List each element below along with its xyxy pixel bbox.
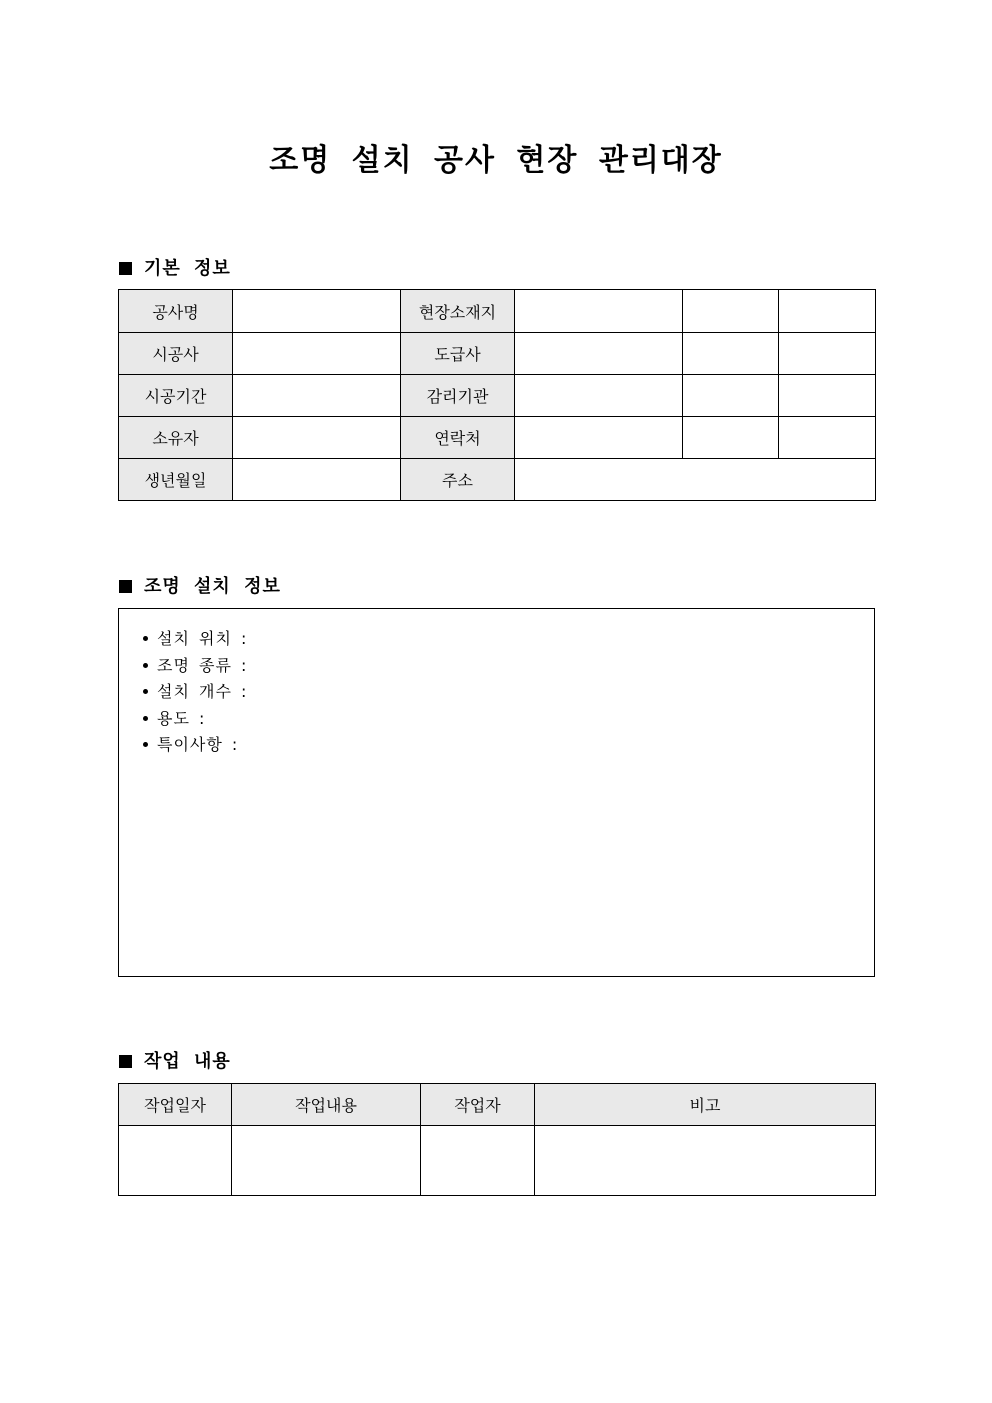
bullet-icon [143,716,148,721]
owner-label: 소유자 [119,417,233,459]
list-item [143,706,874,733]
bullet-icon [143,636,148,641]
table-header-row [119,1084,876,1126]
construction-period-label: 시공기간 [119,375,233,417]
list-item [143,626,874,653]
worker-header: 작업자 [421,1084,535,1126]
supervisor-extra-field-2[interactable] [779,375,876,417]
work-date-cell[interactable] [119,1126,232,1196]
subcontractor-extra-field-2[interactable] [779,333,876,375]
section-heading-basic-label: 기본 정보 [144,258,231,279]
site-location-label: 현장소재지 [401,290,515,333]
contact-extra-field-2[interactable] [779,417,876,459]
subcontractor-label: 도급사 [401,333,515,375]
contractor-field[interactable] [233,333,401,375]
page-title: 조명 설치 공사 현장 관리대장 [269,143,723,178]
bullet-icon [143,689,148,694]
supervisor-field[interactable] [515,375,683,417]
work-content-header: 작업내용 [232,1084,421,1126]
install-info-box[interactable] [118,608,875,977]
section-heading-work-label: 작업 내용 [144,1051,231,1072]
subcontractor-extra-field-1[interactable] [683,333,779,375]
table-row [119,290,876,333]
table-row [119,1126,876,1196]
subcontractor-field[interactable] [515,333,683,375]
site-location-extra-field-2[interactable] [779,290,876,333]
site-location-field[interactable] [515,290,683,333]
section-heading-install-label: 조명 설치 정보 [144,576,281,597]
table-row [119,459,876,501]
square-bullet-icon [119,580,132,593]
list-item [143,679,874,706]
contractor-label: 시공사 [119,333,233,375]
purpose-label: 용도 : [157,708,206,728]
install-location-label: 설치 위치 : [157,629,248,648]
install-info-list [119,609,874,759]
bullet-icon [143,742,148,747]
table-row [119,333,876,375]
remarks-header: 비고 [535,1084,876,1126]
worker-cell[interactable] [421,1126,535,1196]
section-heading-basic [119,254,231,280]
table-row [119,375,876,417]
address-label: 주소 [401,459,515,501]
birth-date-field[interactable] [233,459,401,501]
supervisor-extra-field-1[interactable] [683,375,779,417]
contact-field[interactable] [515,417,683,459]
supervisor-label: 감리기관 [401,375,515,417]
install-count-label: 설치 개수 : [157,682,248,701]
basic-info-table [118,289,876,501]
section-heading-install [119,572,281,598]
list-item [143,732,874,759]
list-item [143,653,874,680]
construction-period-field[interactable] [233,375,401,417]
special-notes-label: 특이사항 : [157,735,239,754]
square-bullet-icon [119,1055,132,1068]
remarks-cell[interactable] [535,1126,876,1196]
site-location-extra-field-1[interactable] [683,290,779,333]
bullet-icon [143,663,148,668]
contact-extra-field-1[interactable] [683,417,779,459]
work-content-cell[interactable] [232,1126,421,1196]
birth-date-label: 생년월일 [119,459,233,501]
work-date-header: 작업일자 [119,1084,232,1126]
project-name-field[interactable] [233,290,401,333]
square-bullet-icon [119,262,132,275]
project-name-label: 공사명 [119,290,233,333]
owner-field[interactable] [233,417,401,459]
section-heading-work [119,1047,231,1073]
light-type-label: 조명 종류 : [157,655,248,675]
table-row [119,417,876,459]
address-field[interactable] [515,459,876,501]
work-log-table [118,1083,876,1196]
contact-label: 연락처 [401,417,515,459]
